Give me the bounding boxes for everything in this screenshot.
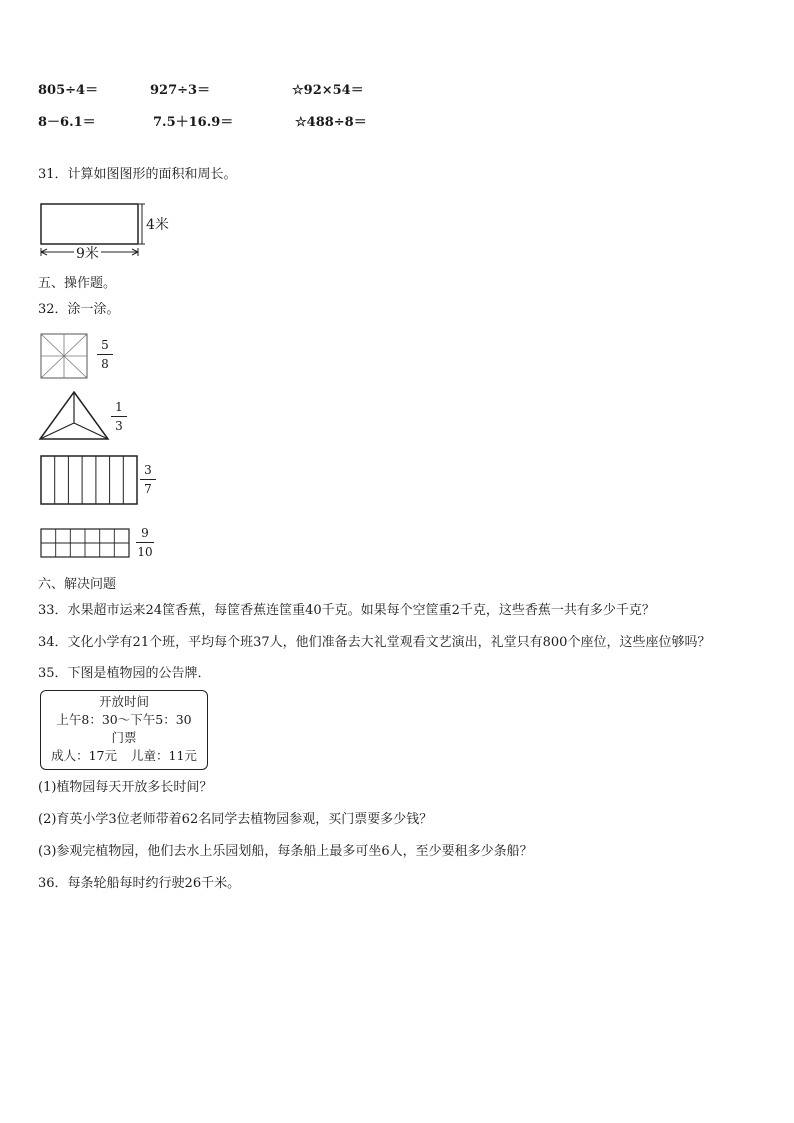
question-33: 33．水果超市运来24筐香蕉，每筐香蕉连筐重40千克。如果每个空筐重2千克，这些香蕉一共有多少千克？ bbox=[38, 603, 655, 618]
notice-hours: 上午8：30～下午5：30 bbox=[56, 712, 192, 727]
notice-board bbox=[40, 690, 208, 770]
question-35-sub2: (2)育英小学3位老师带着62名同学去植物园参观，买门票要多少钱？ bbox=[38, 812, 433, 827]
question-35-sub1: (1)植物园每天开放多长时间？ bbox=[38, 780, 213, 795]
square-eighths-figure bbox=[40, 333, 90, 381]
calc-item: 805÷4＝ bbox=[38, 83, 99, 98]
calc-item: 927÷3＝ bbox=[150, 83, 211, 98]
question-31: 31．计算如图图形的面积和周长。 bbox=[38, 167, 237, 182]
question-35: 35．下图是植物园的公告牌． bbox=[38, 666, 211, 681]
fraction-label bbox=[140, 463, 156, 496]
notice-adult-price: 成人：17元 bbox=[51, 748, 117, 763]
fraction-denominator: 3 bbox=[115, 419, 123, 433]
fraction-denominator: 7 bbox=[144, 482, 152, 496]
width-label: 9米 bbox=[76, 246, 99, 262]
height-label: 4米 bbox=[146, 217, 169, 233]
question-32: 32．涂一涂。 bbox=[38, 302, 120, 317]
section-heading: 五、操作题。 bbox=[38, 276, 117, 291]
fraction-label bbox=[136, 526, 154, 559]
rectangle-sevenths-figure bbox=[40, 455, 140, 507]
fraction-numerator: 9 bbox=[141, 526, 149, 540]
fraction-denominator: 10 bbox=[137, 545, 153, 559]
calc-item: ☆488÷8＝ bbox=[295, 115, 367, 130]
notice-title: 开放时间 bbox=[98, 694, 149, 709]
fraction-label bbox=[97, 338, 113, 371]
grid-tenths-figure bbox=[40, 528, 132, 560]
calc-item: ☆92×54＝ bbox=[292, 83, 364, 98]
fraction-numerator: 3 bbox=[144, 463, 152, 477]
fraction-numerator: 1 bbox=[115, 400, 123, 414]
fraction-label bbox=[111, 400, 127, 433]
question-34: 34．文化小学有21个班，平均每个班37人，他们准备去大礼堂观看文艺演出，礼堂只有800个座位，这些座位够吗？ bbox=[38, 635, 711, 650]
fraction-denominator: 8 bbox=[101, 357, 109, 371]
section-heading: 六、解决问题 bbox=[38, 577, 117, 592]
calc-item: 8－6.1＝ bbox=[38, 115, 96, 130]
calc-item: 7.5＋16.9＝ bbox=[153, 115, 234, 130]
triangle-thirds-figure bbox=[38, 390, 110, 442]
question-35-sub3: (3)参观完植物园，他们去水上乐园划船，每条船上最多可坐6人，至少要租多少条船？ bbox=[38, 844, 533, 859]
notice-ticket-title: 门票 bbox=[111, 730, 137, 745]
notice-child-price: 儿童：11元 bbox=[131, 748, 197, 763]
question-36: 36．每条轮船每时约行驶26千米。 bbox=[38, 876, 241, 891]
fraction-numerator: 5 bbox=[101, 338, 109, 352]
